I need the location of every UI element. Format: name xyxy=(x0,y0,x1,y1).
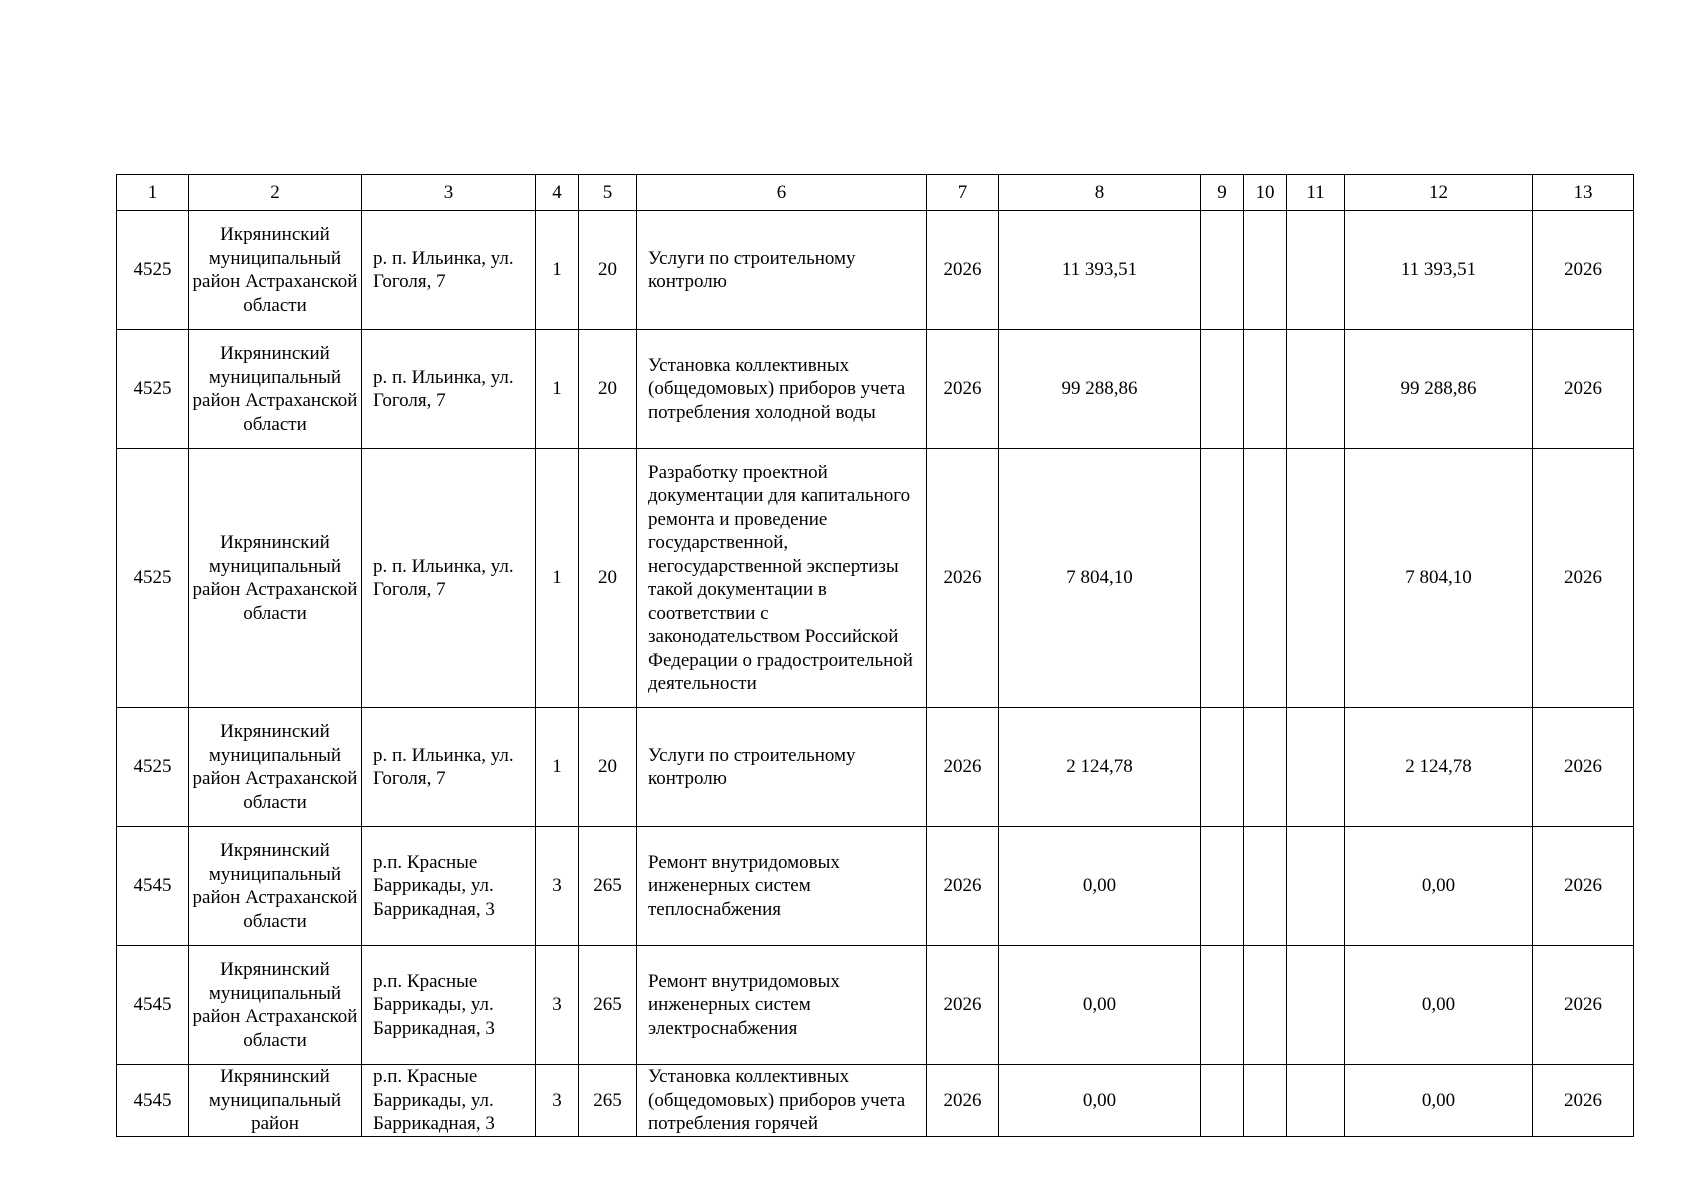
cell-amount: 0,00 xyxy=(999,827,1201,946)
cell-col9 xyxy=(1201,449,1244,708)
cell-col10 xyxy=(1244,330,1287,449)
cell-col4: 1 xyxy=(536,330,579,449)
cell-col9 xyxy=(1201,211,1244,330)
cell-address: р.п. Красные Баррикады, ул. Баррикадная, 3 xyxy=(362,827,536,946)
cell-municipality: Икрянинский муниципальный район Астраханской области xyxy=(189,330,362,449)
cell-amount: 2 124,78 xyxy=(999,708,1201,827)
cell-amount: 0,00 xyxy=(999,1065,1201,1137)
table-row xyxy=(117,449,1634,708)
cell-work-type: Ремонт внутридомовых инженерных систем электроснабжения xyxy=(637,946,927,1065)
table-row xyxy=(117,211,1634,330)
cell-work-type: Разработку проектной документации для капитального ремонта и проведение государственной, негосударственной экспертизы такой документации в соответствии с законодательством Российской Федерации о градостроительной деятельности xyxy=(637,449,927,708)
cell-amount-total: 7 804,10 xyxy=(1345,449,1533,708)
cell-col9 xyxy=(1201,1065,1244,1137)
cell-year: 2026 xyxy=(927,1065,999,1137)
header-cell: 2 xyxy=(189,175,362,211)
cell-col10 xyxy=(1244,211,1287,330)
cell-col9 xyxy=(1201,708,1244,827)
cell-col5: 20 xyxy=(579,708,637,827)
cell-col9 xyxy=(1201,827,1244,946)
cell-col4: 1 xyxy=(536,708,579,827)
cell-year: 2026 xyxy=(927,449,999,708)
cell-work-type: Услуги по строительному контролю xyxy=(637,211,927,330)
cell-amount-total: 99 288,86 xyxy=(1345,330,1533,449)
cell-amount-total: 0,00 xyxy=(1345,827,1533,946)
header-cell: 1 xyxy=(117,175,189,211)
cell-col11 xyxy=(1287,946,1345,1065)
data-table xyxy=(116,174,1634,1137)
cell-col11 xyxy=(1287,211,1345,330)
cell-year-end: 2026 xyxy=(1533,708,1634,827)
cell-col11 xyxy=(1287,1065,1345,1137)
header-cell: 11 xyxy=(1287,175,1345,211)
cell-year-end: 2026 xyxy=(1533,449,1634,708)
cell-municipality: Икрянинский муниципальный район Астраханской области xyxy=(189,708,362,827)
cell-col5: 20 xyxy=(579,449,637,708)
cell-code: 4525 xyxy=(117,330,189,449)
table-row xyxy=(117,827,1634,946)
header-cell: 5 xyxy=(579,175,637,211)
header-cell: 7 xyxy=(927,175,999,211)
cell-year: 2026 xyxy=(927,211,999,330)
cell-municipality: Икрянинский муниципальный район Астраханской области xyxy=(189,946,362,1065)
cell-municipality: Икрянинский муниципальный район Астраханской области xyxy=(189,449,362,708)
cell-year-end: 2026 xyxy=(1533,1065,1634,1137)
cell-amount-total: 0,00 xyxy=(1345,1065,1533,1137)
cell-amount-total: 0,00 xyxy=(1345,946,1533,1065)
cell-col4: 3 xyxy=(536,827,579,946)
table-row xyxy=(117,708,1634,827)
cell-code: 4545 xyxy=(117,827,189,946)
cell-col11 xyxy=(1287,827,1345,946)
cell-municipality: Икрянинский муниципальный район Астраханской области xyxy=(189,211,362,330)
cell-year: 2026 xyxy=(927,827,999,946)
cell-col4: 1 xyxy=(536,211,579,330)
cell-code: 4525 xyxy=(117,449,189,708)
cell-code: 4525 xyxy=(117,708,189,827)
cell-address: р. п. Ильинка, ул. Гоголя, 7 xyxy=(362,449,536,708)
cell-col10 xyxy=(1244,1065,1287,1137)
header-cell: 3 xyxy=(362,175,536,211)
header-cell: 6 xyxy=(637,175,927,211)
cell-col9 xyxy=(1201,946,1244,1065)
header-cell: 13 xyxy=(1533,175,1634,211)
cell-col5: 20 xyxy=(579,211,637,330)
cell-address: р. п. Ильинка, ул. Гоголя, 7 xyxy=(362,330,536,449)
cell-col9 xyxy=(1201,330,1244,449)
cell-col5: 265 xyxy=(579,827,637,946)
cell-code: 4545 xyxy=(117,1065,189,1137)
cell-year-end: 2026 xyxy=(1533,946,1634,1065)
cell-col5: 265 xyxy=(579,946,637,1065)
cell-col10 xyxy=(1244,708,1287,827)
cell-col11 xyxy=(1287,708,1345,827)
cell-address: р.п. Красные Баррикады, ул. Баррикадная, 3 xyxy=(362,1065,536,1137)
cell-code: 4545 xyxy=(117,946,189,1065)
cell-amount: 99 288,86 xyxy=(999,330,1201,449)
header-cell: 4 xyxy=(536,175,579,211)
header-cell: 8 xyxy=(999,175,1201,211)
cell-year: 2026 xyxy=(927,330,999,449)
cell-year: 2026 xyxy=(927,946,999,1065)
cell-col4: 1 xyxy=(536,449,579,708)
cell-year: 2026 xyxy=(927,708,999,827)
header-cell: 12 xyxy=(1345,175,1533,211)
cell-col10 xyxy=(1244,946,1287,1065)
cell-municipality: Икрянинский муниципальный район xyxy=(189,1065,362,1137)
cell-work-type: Услуги по строительному контролю xyxy=(637,708,927,827)
cell-amount-total: 2 124,78 xyxy=(1345,708,1533,827)
cell-municipality: Икрянинский муниципальный район Астраханской области xyxy=(189,827,362,946)
cell-amount: 11 393,51 xyxy=(999,211,1201,330)
table-row xyxy=(117,1065,1634,1137)
table-row xyxy=(117,330,1634,449)
cell-address: р.п. Красные Баррикады, ул. Баррикадная, 3 xyxy=(362,946,536,1065)
cell-col4: 3 xyxy=(536,946,579,1065)
cell-year-end: 2026 xyxy=(1533,330,1634,449)
cell-work-type: Установка коллективных (общедомовых) приборов учета потребления холодной воды xyxy=(637,330,927,449)
header-cell: 9 xyxy=(1201,175,1244,211)
cell-col4: 3 xyxy=(536,1065,579,1137)
cell-col5: 20 xyxy=(579,330,637,449)
cell-year-end: 2026 xyxy=(1533,211,1634,330)
cell-col5: 265 xyxy=(579,1065,637,1137)
cell-amount-total: 11 393,51 xyxy=(1345,211,1533,330)
cell-year-end: 2026 xyxy=(1533,827,1634,946)
cell-work-type: Ремонт внутридомовых инженерных систем теплоснабжения xyxy=(637,827,927,946)
table-row xyxy=(117,946,1634,1065)
cell-col11 xyxy=(1287,449,1345,708)
cell-address: р. п. Ильинка, ул. Гоголя, 7 xyxy=(362,211,536,330)
cell-work-type: Установка коллективных (общедомовых) приборов учета потребления горячей xyxy=(637,1065,927,1137)
table-header-row xyxy=(117,175,1634,211)
cell-code: 4525 xyxy=(117,211,189,330)
cell-amount: 0,00 xyxy=(999,946,1201,1065)
cell-col10 xyxy=(1244,449,1287,708)
cell-address: р. п. Ильинка, ул. Гоголя, 7 xyxy=(362,708,536,827)
header-cell: 10 xyxy=(1244,175,1287,211)
cell-amount: 7 804,10 xyxy=(999,449,1201,708)
cell-col10 xyxy=(1244,827,1287,946)
cell-col11 xyxy=(1287,330,1345,449)
